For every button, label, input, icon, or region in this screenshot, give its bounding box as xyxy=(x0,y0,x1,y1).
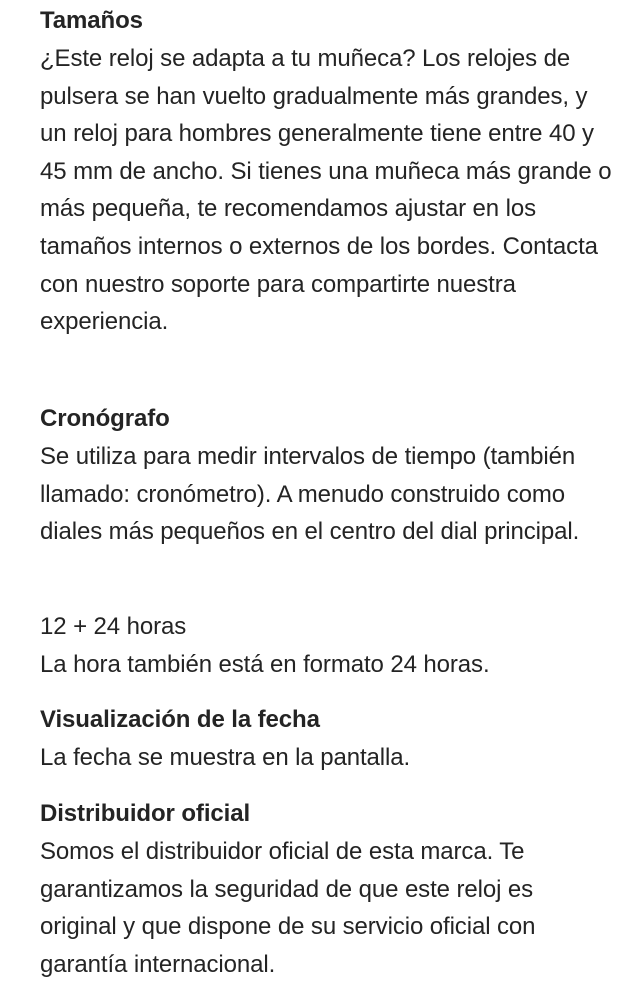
feature-section-date-display xyxy=(40,701,616,777)
feature-description: La fecha se muestra en la pantalla. xyxy=(40,744,411,771)
feature-section-hours xyxy=(40,608,616,684)
feature-title: Tamaños xyxy=(40,7,143,34)
feature-description: La hora también está en formato 24 horas. xyxy=(40,651,490,678)
feature-section-sizes xyxy=(40,2,616,341)
feature-description: Se utiliza para medir intervalos de tiempo (también llamado: cronómetro). A menudo construido como diales más pequeños en el centro del dial principal. xyxy=(40,443,580,546)
feature-section-chronograph xyxy=(40,400,616,551)
feature-title: Cronógrafo xyxy=(40,405,170,432)
feature-title: Distribuidor oficial xyxy=(40,800,251,827)
feature-title: 12 + 24 horas xyxy=(40,613,187,640)
feature-title: Visualización de la fecha xyxy=(40,706,320,733)
feature-description: Somos el distribuidor oficial de esta marca. Te garantizamos la seguridad de que este reloj es original y que dispone de su servicio oficial con garantía internacional. xyxy=(40,838,536,978)
feature-section-official-distributor xyxy=(40,795,616,983)
feature-description: ¿Este reloj se adapta a tu muñeca? Los relojes de pulsera se han vuelto gradualmente más grandes, y un reloj para hombres generalmente tiene entre 40 y 45 mm de ancho. Si tienes una muñeca más grande o más pequeña, te recomendamos ajustar en los tamaños internos o externos de los bordes. Contacta con nuestro soporte para compartirte nuestra experiencia. xyxy=(40,45,612,336)
